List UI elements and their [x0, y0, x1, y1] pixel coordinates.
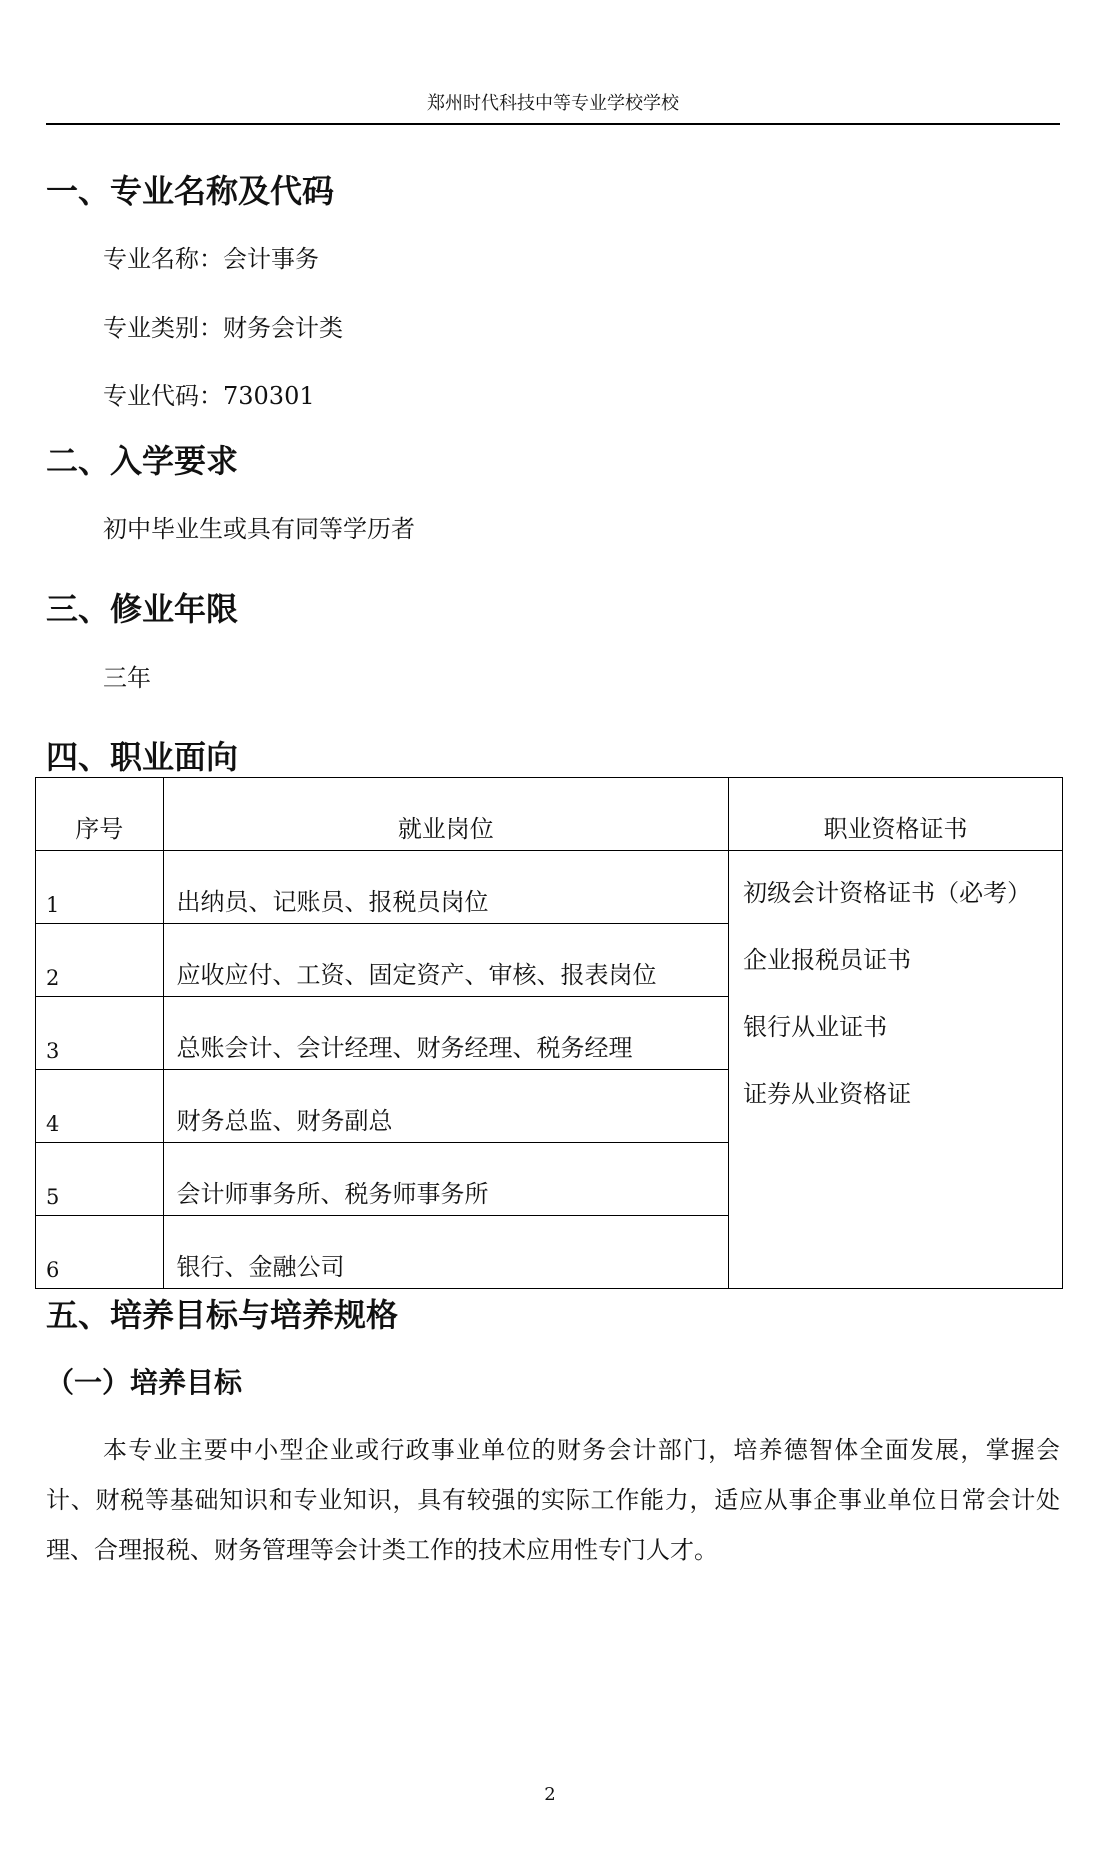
certificate-item: 企业报税员证书 — [743, 946, 912, 974]
certificate-item: 银行从业证书 — [743, 1013, 888, 1041]
section-4-heading: 四、职业面向 — [46, 738, 239, 776]
row-position: 会计师事务所、税务师事务所 — [163, 1143, 729, 1216]
career-table — [35, 777, 1063, 1289]
training-goal-subheading: （一）培养目标 — [46, 1366, 243, 1399]
row-number: 3 — [36, 997, 164, 1070]
major-category-line: 专业类别：财务会计类 — [103, 314, 343, 342]
row-number: 5 — [36, 1143, 164, 1216]
section-5-heading: 五、培养目标与培养规格 — [46, 1296, 399, 1334]
table-row — [36, 851, 1063, 924]
column-header-number: 序号 — [36, 778, 164, 851]
row-position: 出纳员、记账员、报税员岗位 — [163, 851, 729, 924]
section-2-heading: 二、入学要求 — [46, 442, 239, 480]
row-number: 4 — [36, 1070, 164, 1143]
row-number: 6 — [36, 1216, 164, 1289]
row-number: 2 — [36, 924, 164, 997]
column-header-position: 就业岗位 — [163, 778, 729, 851]
major-code-line: 专业代码：730301 — [103, 382, 315, 410]
page-header: 郑州时代科技中等专业学校学校 — [427, 93, 679, 114]
section-3-heading: 三、修业年限 — [46, 590, 239, 628]
section-1-heading: 一、专业名称及代码 — [46, 172, 335, 210]
certificate-item: 初级会计资格证书（必考） — [743, 879, 1032, 907]
row-number: 1 — [36, 851, 164, 924]
certificates-cell — [729, 851, 1063, 1289]
admission-requirement-line: 初中毕业生或具有同等学历者 — [103, 515, 415, 543]
column-header-certificate: 职业资格证书 — [729, 778, 1063, 851]
row-position: 应收应付、工资、固定资产、审核、报表岗位 — [163, 924, 729, 997]
row-position: 财务总监、财务副总 — [163, 1070, 729, 1143]
header-divider — [46, 123, 1060, 125]
study-duration-line: 三年 — [103, 664, 151, 692]
training-goal-paragraph: 本专业主要中小型企业或行政事业单位的财务会计部门，培养德智体全面发展，掌握会计、财税等基础知识和专业知识，具有较强的实际工作能力，适应从事企事业单位日常会计处理、合理报税、财务管理等会计类工作的技术应用性专门人才。 — [46, 1436, 1060, 1564]
page-number: 2 — [544, 1784, 556, 1805]
row-position: 银行、金融公司 — [163, 1216, 729, 1289]
table-header-row — [36, 778, 1063, 851]
certificate-item: 证券从业资格证 — [743, 1080, 912, 1108]
major-name-line: 专业名称：会计事务 — [103, 245, 319, 273]
row-position: 总账会计、会计经理、财务经理、税务经理 — [163, 997, 729, 1070]
